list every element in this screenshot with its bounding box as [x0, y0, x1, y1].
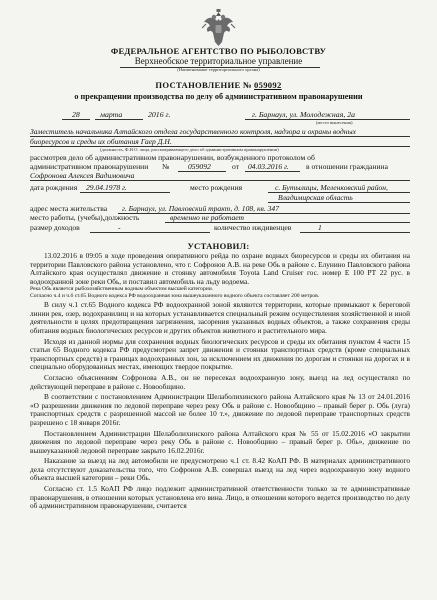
case-text-1: рассмотрев дело об административном правонарушении, возбужденного протоколом об — [30, 153, 315, 162]
decree-place: г. Барнаул, ул. Молодежная, 2а — [252, 110, 356, 119]
paragraph: Согласно ч.4 и ч.6 ст.65 Водного кодекса РФ водоохранная зона вышеуказанного водного объекта составляет 200 метров. — [30, 292, 320, 299]
day-underline — [62, 119, 90, 120]
paragraph: Согласно объяснениям Софронова А.В., он не пересекал водоохранную зону, выезд на лед осуществлял по действующей переправе в районе с. Новообщино. — [30, 372, 410, 391]
person-underline — [30, 180, 410, 181]
dob-value: 29.04.1978 г. — [86, 183, 127, 192]
section-title: УСТАНОВИЛ: — [187, 241, 250, 251]
department-name: Верхнеобское территориальное управление — [134, 56, 303, 66]
birthplace-underline-2 — [268, 202, 410, 203]
dob-underline — [80, 192, 170, 193]
paragraph: Исходя из данной нормы для сохранения водных биологических ресурсов и среды их обитания пунктом 4 части 15 статьи 65 Водного кодекса РФ предусмотрен запрет движения и стоянки транспортных средств (кроме специальных транспортных средств) в границах водоохранных зон, за исключением их движения по дорогам и стоянки на дорогах и в специально оборудованных местах, имеющих твердое покрытие. — [30, 336, 410, 372]
protocol-date-underline — [245, 171, 300, 172]
decree-subject: о прекращении производства по делу об административном правонарушении — [74, 92, 363, 101]
body-text — [30, 252, 410, 511]
person-name: Софронова Алексея Вадимовича — [30, 171, 135, 180]
income-label: размер доходов — [30, 223, 80, 232]
address-label: адрес места жительства — [30, 204, 108, 213]
paragraph: Постановлением Администрации Шелаболихинского района Алтайского края № 55 от 15.02.2016 «О закрытии движения по ледовой переправе через реку Обь в районе с. Новообщинo – правый берег р. Обь», движение по вышеуказанной ледовой переправе закрыто 16.02.2016г. — [30, 428, 410, 455]
dependents-label: количество иждивенцев — [214, 223, 292, 232]
income-value: - — [118, 223, 121, 232]
dependents-value: 1 — [318, 223, 322, 232]
decree-heading — [0, 80, 437, 90]
decree-day: 28 — [72, 110, 80, 119]
income-underline — [90, 232, 210, 233]
paragraph: Река Обь является рыбохозяйственным водным объектом высшей категории. — [30, 286, 214, 293]
official-caption: (должность, Ф.И.О. лица, рассматривающего дело об административном правонарушении) — [100, 147, 279, 152]
address-underline — [118, 213, 410, 214]
work-label: место работы, (учебы),должность — [30, 213, 140, 222]
address-value: г. Барнаул, ул. Павловский тракт, д. 108, кв. 347 — [122, 204, 279, 213]
paragraph: В соответствии с постановлением Администрации Шелаболихинского района Алтайского края № 13 от 24.01.2016 «О разрешении движения по ледовой переправе через реку Обь в районе с. Новообщино – правый берег р. Обь (луга) транспортных средств с разрешенной массой не более 10 т.», движение по ледовой переправе транспортных средств разрешено с 18 января 2016г. — [30, 392, 410, 427]
protocol-number: 059092 — [188, 162, 211, 171]
department-caption: (Наименование территориального органа) — [177, 67, 260, 72]
paragraph: В силу ч.1 ст.65 Водного кодекса РФ водоохранной зоной являются территории, которые примыкают к береговой линии рек, озер, водохранилищ и на которых устанавливается специальный режим осуществления хозяйственной и иной деятельности в целях предотвращения загрязнения, засорения указанных водных объектов, а также сохранения среды обитания водных биологических ресурсов и других объектов животного и растительного мира. — [30, 300, 410, 335]
case-from-label: от — [232, 162, 240, 171]
birthplace-line-1: с. Бутылицы, Меленковский район, — [275, 183, 388, 192]
dob-label: дата рождения — [30, 183, 78, 192]
case-text-2: административном правонарушении — [30, 162, 149, 171]
citizen-label: в отношении гражданина — [306, 162, 388, 171]
month-underline — [95, 119, 143, 120]
place-caption: (место вынесения) — [316, 120, 353, 125]
paragraph: Наказание за выезд на лед автомобили не предусмотрено ч.1 ст. 8.42 КоАП РФ. В материалах административного дела отсутствуют доказательства того, что Софронов А.В. совершал выезд на лед через водоохранную зону водного объекта высшей категории – реки Обь. — [30, 456, 410, 483]
protocol-number-underline — [178, 171, 226, 172]
paragraph: Согласно ст. 1.5 КоАП РФ лицо подлежит административной ответственности только за те административные правонарушения, в отношении которых установлена его вина. Лицо, в отношении которого ведется производство по делу об административном правонарушении, считается — [30, 484, 410, 511]
agency-name: ФЕДЕРАЛЬНОЕ АГЕНТСТВО ПО РЫБОЛОВСТВУ — [110, 46, 327, 56]
case-no-label: № — [162, 162, 170, 171]
paragraph: 13.02.2016 в 09:05 в ходе проведения оперативного рейда по охране водных биоресурсов и среды их обитания на территории Павловского района установлено, что г. Софронов А.В. на реке Обь в районе с. Елунино Павловского района Алтайского края осуществлял движение и стоянку автомобиля Toyota Land Cruiser гос. номер Е 100 РТ 22 рус. в водоохранной зоне реки Обь, и поставил автомобиль на льду водоема. — [30, 251, 410, 286]
russian-coat-of-arms-emblem — [200, 8, 237, 48]
decree-month: марта — [100, 110, 123, 119]
dependents-underline — [300, 232, 410, 233]
protocol-date: 04.03.2016 г. — [248, 162, 289, 171]
official-line-1: Заместитель начальника Алтайского отдела государственного контроля, надзора и охраны водных — [30, 127, 357, 136]
decree-year: 2016 г. — [148, 110, 171, 119]
decree-number: 059092 — [254, 80, 282, 90]
birthplace-line-2: Владимирская область — [278, 193, 353, 202]
birthplace-label: место рождения — [190, 183, 243, 192]
decree-prefix: ПОСТАНОВЛЕНИЕ № — [155, 80, 252, 90]
official-line-2: биоресурсов и среды их обитания Гаер Д.Н. — [30, 137, 172, 146]
work-value: временно не работает — [170, 213, 244, 222]
